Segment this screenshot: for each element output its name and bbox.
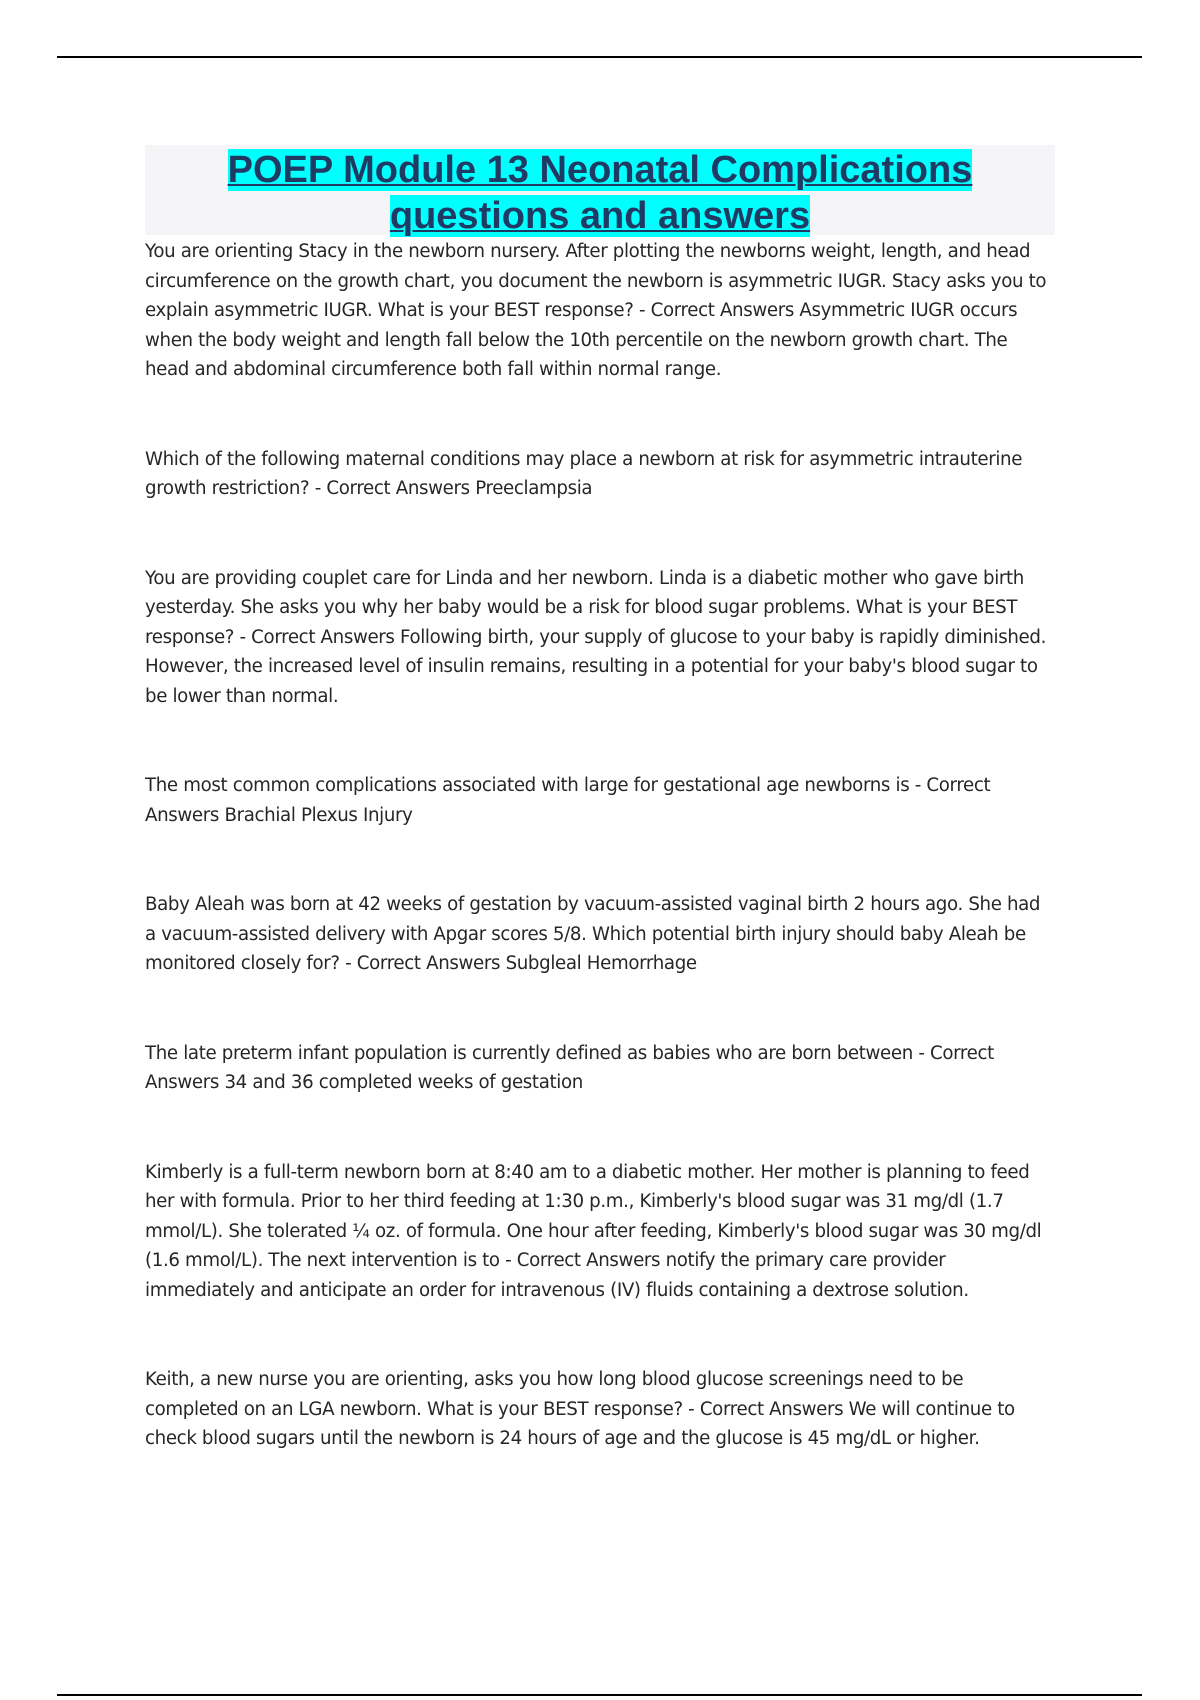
header-rule [57, 56, 1142, 58]
document-title [145, 147, 1055, 239]
qa-item-8: Keith, a new nurse you are orienting, asks you how long blood glucose screenings need to be completed on an LGA newborn. What is your BEST response? - Correct Answers We will continue to check blood sugars until the newborn is 24 hours of age and the glucose is 45 mg/dL or higher. [145, 1369, 1015, 1449]
qa-item-7: Kimberly is a full-term newborn born at 8:40 am to a diabetic mother. Her mother is planning to feed her with formula. Prior to her third feeding at 1:30 p.m., Kimberly's blood sugar was 31 mg/dl (1.7 mmol/L). She tolerated ¼ oz. of formula. One hour after feeding, Kimberly's blood sugar was 30 mg/dl (1.6 mmol/L). The next intervention is to - Correct Answers notify the primary care provider immediately and anticipate an order for intravenous (IV) fluids containing a dextrose solution. [145, 1161, 1042, 1301]
qa-item-6: The late preterm infant population is currently defined as babies who are born between - Correct Answers 34 and 36 completed weeks of gestation [145, 1042, 994, 1093]
title-line-1: POEP Module 13 Neonatal Complications [227, 149, 973, 191]
title-line-2: questions and answers [389, 195, 811, 237]
qa-item-4: The most common complications associated with large for gestational age newborns is - Correct Answers Brachial Plexus Injury [145, 775, 991, 826]
qa-item-5: Baby Aleah was born at 42 weeks of gestation by vacuum-assisted vaginal birth 2 hours ago. She had a vacuum-assisted delivery with Apgar scores 5/8. Which potential birth injury should baby Aleah be monitored closely for? - Correct Answers Subgleal Hemorrhage [145, 894, 1041, 974]
qa-item-3: You are providing couplet care for Linda and her newborn. Linda is a diabetic mother who gave birth yesterday. She asks you why her baby would be a risk for blood sugar problems. What is your BEST response? - Correct Answers Following birth, your supply of glucose to your baby is rapidly diminished. However, the increased level of insulin remains, resulting in a potential for your baby's blood sugar to be lower than normal. [145, 567, 1047, 707]
footer-rule [57, 1694, 1142, 1696]
title-box [145, 145, 1055, 235]
document-body [145, 145, 1055, 1454]
qa-item-1: You are orienting Stacy in the newborn nursery. After plotting the newborns weight, length, and head circumference on the growth chart, you document the newborn is asymmetric IUGR. Stacy asks you to explain asymmetric IUGR. What is your BEST response? - Correct Answers Asymmetric IUGR occurs when the body weight and length fall below the 10th percentile on the newborn growth chart. The head and abdominal circumference both fall within normal range. [145, 241, 1047, 380]
qa-item-2: Which of the following maternal conditions may place a newborn at risk for asymmetric intrauterine growth restriction? - Correct Answers Preeclampsia [145, 448, 1023, 499]
